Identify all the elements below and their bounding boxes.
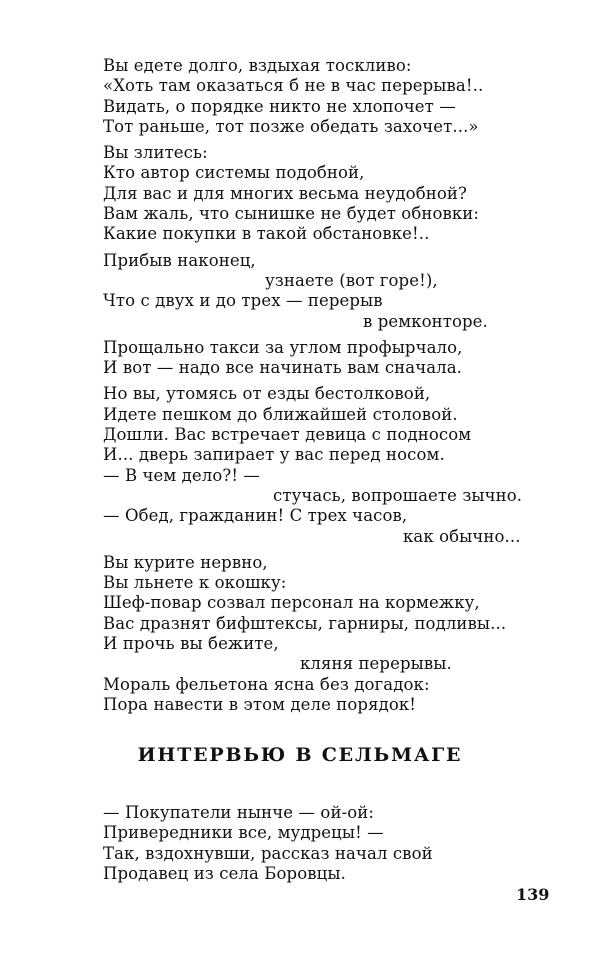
poem-line: Кто автор системы подобной, xyxy=(103,163,365,183)
poem-line: Шеф-повар созвал персонал на кормежку, xyxy=(103,593,480,613)
poem-line: в ремконторе. xyxy=(363,311,488,331)
poem-line: Но вы, утомясь от езды бестолковой, xyxy=(103,384,431,404)
poem-line: Вы льнете к окошку: xyxy=(103,573,287,593)
poem-line: Идете пешком до ближайшей столовой. xyxy=(103,404,458,424)
page-number: 139 xyxy=(516,885,550,904)
poem-line: узнаете (вот горе!), xyxy=(265,270,438,290)
poem-line: Мораль фельетона ясна без догадок: xyxy=(103,674,430,694)
poem-line: стучась, вопрошаете зычно. xyxy=(273,485,523,505)
poem-line: Видать, о порядке никто не хлопочет — xyxy=(103,96,456,116)
poem-line: Какие покупки в такой обстановке!.. xyxy=(103,224,430,244)
poem-line: Вас дразнят бифштексы, гарниры, подливы... xyxy=(103,613,507,633)
poem-line: «Хоть там оказаться б не в час перерыва!.. xyxy=(103,76,484,96)
section-heading: ИНТЕРВЬЮ В СЕЛЬМАГЕ xyxy=(137,744,463,766)
poem-line: Прощально такси за углом профырчало, xyxy=(103,337,463,357)
poem-line: Пора навести в этом деле порядок! xyxy=(103,694,417,714)
poem-line: Вы злитесь: xyxy=(103,143,208,163)
poem-line: — В чем дело?! — xyxy=(103,465,261,485)
poem-line: Привередники все, мудрецы! — xyxy=(103,823,384,843)
poem-line: Продавец из села Боровцы. xyxy=(103,863,346,883)
poem-line: Что с двух и до трех — перерыв xyxy=(103,291,383,311)
poem-line: кляня перерывы. xyxy=(300,654,452,674)
poem-line: Вы курите нервно, xyxy=(103,552,268,572)
poem-line: Так, вздохнувши, рассказ начал свой xyxy=(103,843,433,863)
poem-line: — Покупатели нынче — ой-ой: xyxy=(103,803,375,822)
interview-poem xyxy=(103,803,553,884)
poem-line: Дошли. Вас встречает девица с подносом xyxy=(103,425,472,445)
poem-line: Прибыв наконец, xyxy=(103,250,256,270)
poem-line: Для вас и для многих весьма неудобной? xyxy=(103,183,467,203)
feuilleton-poem xyxy=(103,56,553,715)
poem-line: И... дверь запирает у вас перед носом. xyxy=(103,445,445,465)
poem-line: как обычно... xyxy=(403,526,521,546)
poem-line: Тот раньше, тот позже обедать захочет...» xyxy=(103,116,479,136)
poem-line: Вы едете долго, вздыхая тоскливо: xyxy=(103,56,412,75)
poem-line: И вот — надо все начинать вам сначала. xyxy=(103,358,463,378)
poem-line: И прочь вы бежите, xyxy=(103,634,279,654)
poem-line: Вам жаль, что сынишке не будет обновки: xyxy=(103,204,480,224)
poem-line: — Обед, гражданин! С трех часов, xyxy=(103,506,408,526)
